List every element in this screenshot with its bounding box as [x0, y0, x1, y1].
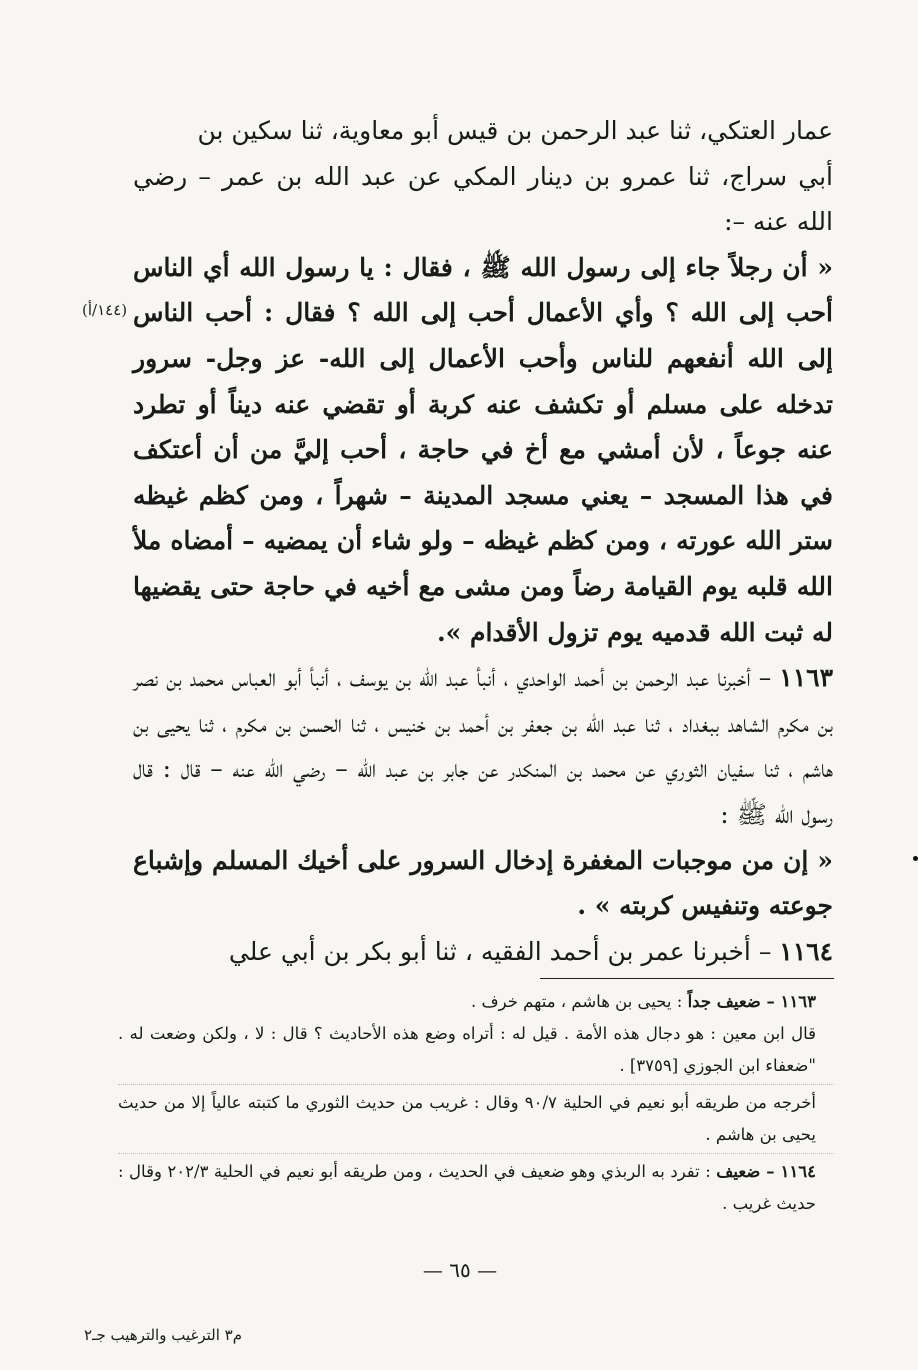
- footnote-text: : تفرد به الربذي وهو ضعيف في الحديث ، ومن طريقه أبو نعيم في الحلية ٢٠٢/٣ وقال : حديث غريب .: [118, 1162, 816, 1213]
- footnote-1163-paragraph: أخرجه من طريقه أبو نعيم في الحلية ٩٠/٧ وقال : غريب من حديث الثوري ما كتبته عالياً إلا من حديث يحيى بن هاشم .: [118, 1093, 816, 1144]
- footnote-separator: [540, 978, 834, 979]
- hadith-entry-1164: [133, 929, 833, 975]
- footnote-1163: [118, 986, 834, 1018]
- footnote-divider: [118, 1084, 834, 1085]
- footnote-number: ١١٦٣: [780, 992, 816, 1011]
- footnotes: [118, 986, 834, 1220]
- hadith-number: ١١٦٤: [779, 936, 833, 966]
- footnote-1163-paragraph: قال ابن معين : هو دجال هذه الأمة . قيل له : أتراه وضع هذه الأحاديث ؟ قال : لا ، ولكن وضعت له . "ضعفاء ابن الجوزي [٣٧٥٩] .: [118, 1024, 816, 1075]
- footnote-1164: [118, 1156, 834, 1220]
- footnote-number: ١١٦٤: [780, 1162, 816, 1181]
- hadith-entry-1163: [133, 655, 833, 837]
- main-text: [133, 108, 833, 974]
- isnad-text: – أخبرنا عبد الرحمن بن أحمد الواحدي ، أنبأ عبد الله بن يوسف ، أنبأ أبو العباس محمد بن نصر بن مكرم الشاهد ببغداد ، ثنا عبد الله بن جعفر بن أحمد بن خنيس ، ثنا الحسن بن مكرم ، ثنا يحيى بن هاشم ، ثنا سفيان الثوري عن محمد بن المنكدر عن جابر بن عبد الله – رضي الله عنه – قال : قال رسول الله ﷺ :: [133, 663, 833, 829]
- page-number: — ٦٥ —: [422, 1258, 498, 1282]
- hadith-number: ١١٦٣: [779, 663, 833, 693]
- isnad-line-2: أبي سراج، ثنا عمرو بن دينار المكي عن عبد الله بن عمر – رضي الله عنه –:: [133, 161, 833, 237]
- manuscript-folio-note: (١٤٤/أ): [82, 301, 128, 319]
- footnote-text: : يحيى بن هاشم ، متهم خرف .: [471, 992, 688, 1011]
- isnad-text: – أخبرنا عمر بن أحمد الفقيه ، ثنا أبو بكر بن أبي علي: [228, 936, 780, 966]
- hadith-text-2: « إن من موجبات المغفرة إدخال السرور على أخيك المسلم وإشباع جوعته وتنفيس كربته » .: [133, 845, 833, 921]
- scan-speck: [913, 856, 918, 861]
- footnote-grade: – ضعيف: [716, 1162, 781, 1181]
- hadith-text-1: « أن رجلاً جاء إلى رسول الله ﷺ ، فقال : يا رسول الله أي الناس أحب إلى الله ؟ وأي الأعمال أحب إلى الله ؟ فقال : أحب الناس إلى الله أنفعهم للناس وأحب الأعمال إلى الله- عز وجل- سرور تدخله على مسلم أو تكشف عنه كربة أو تقضي عنه ديناً أو تطرد عنه جوعاً ، لأن أمشي مع أخ في حاجة ، أحب إليَّ من أن أعتكف في هذا المسجد – يعني مسجد المدينة – شهراً ، ومن كظم غيظه ستر الله عورته ، ومن كظم غيظه – ولو شاء أن يمضيه – أمضاه ملأ الله قلبه يوم القيامة رضاً ومن مشى مع أخيه في حاجة حتى يقضيها له ثبت الله قدميه يوم تزول الأقدام ».: [133, 252, 833, 647]
- footnote-divider: [118, 1153, 834, 1154]
- footnote-grade: – ضعيف جداً: [687, 992, 781, 1011]
- isnad-line-1: عمار العتكي، ثنا عبد الرحمن بن قيس أبو معاوية، ثنا سكين بن: [197, 116, 833, 145]
- printer-signature: م٣ الترغيب والترهيب جـ٢: [84, 1326, 242, 1344]
